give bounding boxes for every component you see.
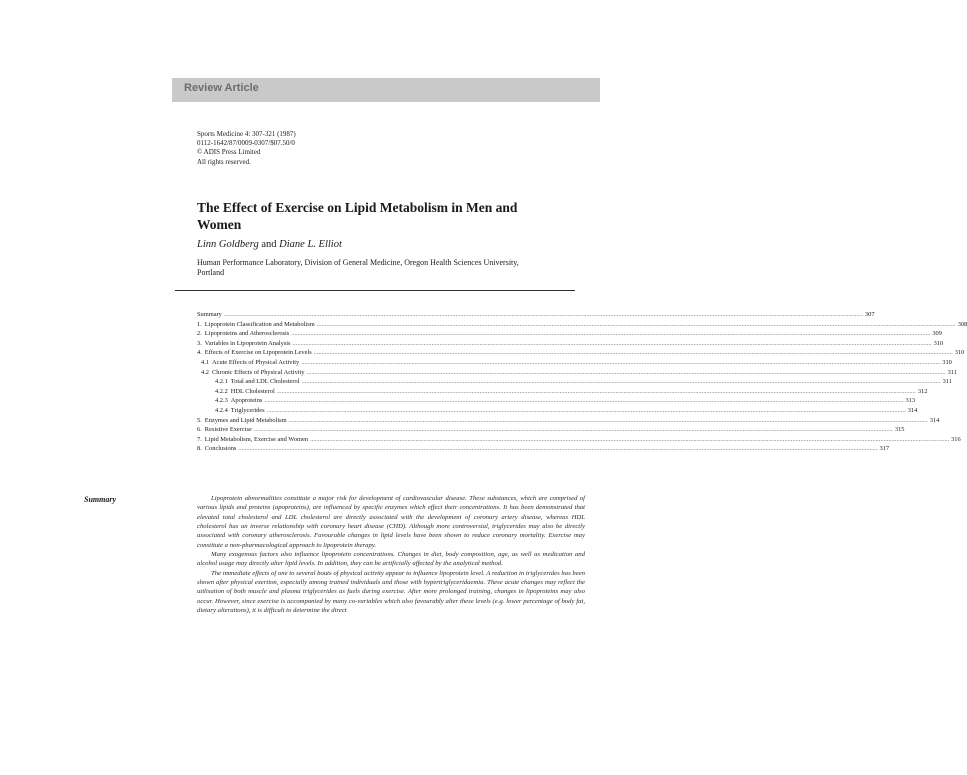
toc-page-number: 310 [933,339,944,347]
toc-leader: ................................................................................................................................................................................................................................................................................................................................................................................................................ [313,349,953,357]
article-title: The Effect of Exercise on Lipid Metabolism in Men and Women [197,200,518,232]
toc-number: 4.2.1 [215,378,228,386]
toc-label: Lipoproteins and Atherosclerosis [204,330,290,338]
header-divider [175,290,575,291]
toc-label: Conclusions [204,445,237,453]
toc-page-number: 310 [942,358,952,366]
copyright-line: © ADIS Press Limited [197,148,261,157]
author-line [197,239,342,250]
toc-leader: ................................................................................................................................................................................................................................................................................................................................................................................................................ [291,330,931,338]
summary-paragraph: The immediate effects of one to several bouts of physical activity appear to influence lipoprotein level. A reduction in triglycerides has been shown after physical exertion, especially among trained individuals and those with hypertriglyceridaemia. These acute changes may reflect the utilisation of both muscle and plasma triglycerides as fuels during exercise. After more prolonged training, changes in lipoproteins may also occur. However, since exercise is accompanied by many co-variables which also favourably alter these levels (e.g. lower percentage of body fat, dietary alterations), it is difficult to determine the direct [197,569,585,615]
toc-leader: ................................................................................................................................................................................................................................................................................................................................................................................................................ [306,368,946,376]
toc-leader: ................................................................................................................................................................................................................................................................................................................................................................................................................ [223,311,863,318]
toc-number: 1. [197,320,202,328]
toc-entry[interactable] [197,310,875,320]
toc-entry[interactable] [197,425,905,435]
toc-page-number: 307 [864,311,875,318]
toc-number: 2. [197,330,202,338]
toc-entry[interactable] [197,377,952,387]
toc-entry[interactable] [197,348,965,358]
toc-number: 8. [197,445,202,453]
toc-label: Lipoprotein Classification and Metabolism [204,320,315,328]
affiliation: Human Performance Laboratory, Division of General Medicine, Oregon Health Sciences University, Portland [197,258,519,277]
toc-number: 4.2.3 [215,397,228,405]
toc-label: Chronic Effects of Physical Activity [212,368,305,376]
toc-entry[interactable] [197,444,890,454]
toc-page-number: 311 [942,378,952,386]
summary-heading: Summary [84,495,117,504]
table-of-contents [197,310,967,454]
issn-line: 0112-1642/87/0009-0307/$07.50/0 [197,139,295,148]
toc-entry[interactable] [197,387,928,397]
summary-text [197,494,585,615]
toc-label: Resistive Exercise [204,426,252,434]
toc-page-number: 309 [932,330,942,338]
toc-leader: ................................................................................................................................................................................................................................................................................................................................................................................................................ [288,416,928,424]
toc-label: Variables in Lipoprotein Analysis [204,339,291,347]
journal-line: Sports Medicine 4: 307-321 (1987) [197,130,296,138]
toc-entry[interactable] [197,406,918,416]
rights-line: All rights reserved. [197,157,251,166]
toc-number: 6. [197,426,202,434]
toc-page-number: 308 [957,320,967,328]
toc-entry[interactable] [197,339,944,349]
toc-leader: ................................................................................................................................................................................................................................................................................................................................................................................................................ [238,445,878,453]
toc-number: 3. [197,339,202,347]
publication-meta [197,130,296,167]
toc-number: 5. [197,416,202,424]
toc-page-number: 316 [951,435,961,443]
toc-entry[interactable] [197,396,916,406]
toc-label: Apoproteins [230,397,263,405]
toc-leader: ................................................................................................................................................................................................................................................................................................................................................................................................................ [253,426,893,434]
toc-page-number: 317 [879,445,890,453]
summary-paragraph: Lipoprotein abnormalities constitute a major risk for development of cardiovascular disease. These substances, which are comprised of various lipids and proteins (apoproteins), are influenced by specific enzymes which effect their concentrations. It has been demonstrated that elevated total cholesterol and LDL cholesterol are directly associated with the development of coronary artery disease, whereas HDL cholesterol has an inverse relationship with coronary heart disease (CHD). Although more controversial, triglycerides may also be directly associated with coronary atherosclerosis. Favourable changes in lipid levels have been shown to reduce coronary mortality. Exercise may constitute a non-pharmacological approach to lipoprotein therapy. [197,495,585,549]
author-name: Diane L. Elliot [279,239,342,250]
toc-page-number: 310 [954,349,965,357]
toc-label: Total and LDL Cholesterol [230,378,300,386]
toc-leader: ................................................................................................................................................................................................................................................................................................................................................................................................................ [276,387,916,395]
toc-leader: ................................................................................................................................................................................................................................................................................................................................................................................................................ [310,435,950,443]
toc-label: Effects of Exercise on Lipoprotein Levels [204,349,312,357]
toc-leader: ................................................................................................................................................................................................................................................................................................................................................................................................................ [292,339,932,347]
toc-label: Triglycerides [230,406,265,414]
toc-entry[interactable] [197,435,961,445]
toc-entry[interactable] [197,368,957,378]
toc-page-number: 311 [947,368,957,376]
toc-leader: ................................................................................................................................................................................................................................................................................................................................................................................................................ [301,358,941,366]
section-label: Review Article [184,82,259,94]
toc-page-number: 314 [929,416,940,424]
toc-page-number: 315 [894,426,905,434]
toc-label: Summary [197,311,222,318]
toc-label: Lipid Metabolism, Exercise and Women [204,435,308,443]
toc-leader: ................................................................................................................................................................................................................................................................................................................................................................................................................ [264,397,904,405]
toc-page-number: 314 [907,406,918,414]
toc-leader: ................................................................................................................................................................................................................................................................................................................................................................................................................ [266,406,906,414]
author-name: Linn Goldberg [197,239,259,250]
toc-page-number: 312 [917,387,928,395]
toc-page-number: 313 [905,397,916,405]
toc-number: 4.2.2 [215,387,228,395]
toc-number: 4.2 [201,368,209,376]
section-banner [172,78,600,102]
toc-label: Enzymes and Lipid Metabolism [204,416,287,424]
toc-number: 4.1 [201,358,209,366]
summary-paragraph: Many exogenous factors also influence lipoprotein concentrations. Changes in diet, body composition, age, as well as medication and alcohol usage may directly alter lipid levels. In addition, they can be artificially affected by the analytical method. [197,551,585,568]
toc-number: 7. [197,435,202,443]
toc-label: Acute Effects of Physical Activity [212,358,300,366]
toc-entry[interactable] [197,416,940,426]
toc-entry[interactable] [197,358,952,368]
toc-number: 4. [197,349,202,357]
toc-entry[interactable] [197,320,967,330]
toc-number: 4.2.4 [215,406,228,414]
toc-label: HDL Cholesterol [230,387,275,395]
toc-leader: ................................................................................................................................................................................................................................................................................................................................................................................................................ [316,320,956,328]
toc-leader: ................................................................................................................................................................................................................................................................................................................................................................................................................ [301,378,941,386]
toc-entry[interactable] [197,329,942,339]
author-conjunction: and [261,239,277,250]
